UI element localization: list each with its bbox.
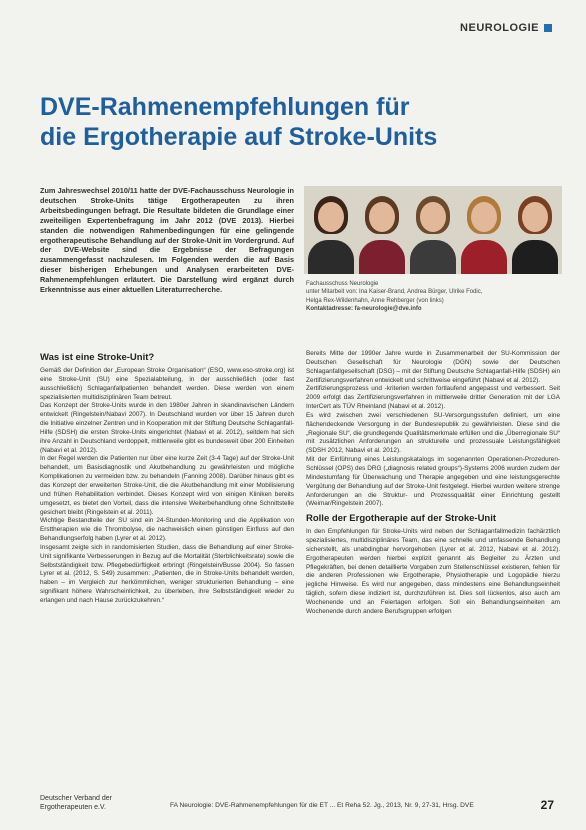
page-number: 27 bbox=[540, 798, 554, 812]
article-lead: Zum Jahreswechsel 2010/11 hatte der DVE-Fachausschuss Neurologie in deutschen Stroke-Units tätige Ergotherapeuten zu ihren Arbeitsbedingungen befragt. Die Resultate bildeten die Grundlage einer zweiteiligen Expertenbefragung im Jahr 2012 (DVE 2013). Hierbei standen die notwendigen Rahmenbedingungen für eine gelingende ergotherapeutische Behandlung auf der Stroke-Unit im Vordergrund. Auf der DVE-Website sind die Ergebnisse der Befragungen zusammengefasst nachzulesen. Im Folgenden werden die auf Basis dieser bisherigen Erhebungen und Analysen erarbeiteten DVE-Rahmenempfehlungen erläutert. Die Darstellung wird ergänzt durch Erkenntnisse aus einer aktuellen Literaturrecherche. bbox=[40, 186, 294, 295]
caption-line-2: unter Mitarbeit von: Ina Kaiser-Brand, Andrea Bürger, Ulrike Fodic, bbox=[306, 289, 483, 296]
paragraph: Gemäß der Definition der „European Stroke Organisation“ (ESO, www.eso-stroke.org) ist eine Stroke-Unit (SU) eine Spezialabteilung, in der ausschließlich (oder fast ausschließlich) Schlaganfallpatienten behandelt werden. Diese werden von einem spezialisierten multidisziplinären Team betreut. bbox=[40, 367, 294, 401]
paragraph: Insgesamt zeigte sich in randomisierten Studien, dass die Behandlung auf einer Stroke-Unit signifikante Verbesserungen in Bezug auf die Mortalität (Sterblichkeitsrate) sowie die Selbstständigkeit bzw. Pflegebedürftigkeit erbringt (Ringelstein/Busse 2004). So fassen Lyrer et al. (2012, S. 549) zusammen: „Patienten, die in Stroke-Units behandelt werden, haben – im Vergleich zur herkömmlichen, weniger strukturierten Behandlung – eine signifikant höhere Wahrscheinlichkeit, zu überleben, ihre Selbstständigkeit wieder zu erlangen und nach Hause zurückzukehren.“ bbox=[40, 543, 294, 604]
title-line-1: DVE-Rahmenempfehlungen für bbox=[40, 93, 410, 121]
column-right bbox=[306, 350, 560, 617]
torso-shape bbox=[512, 240, 558, 274]
footer-organization bbox=[40, 794, 112, 812]
photo-caption bbox=[306, 280, 560, 314]
team-photo bbox=[304, 186, 562, 274]
org-line-1: Deutscher Verband der bbox=[40, 795, 112, 802]
face-shape bbox=[369, 202, 395, 232]
caption-line-1: Fachausschuss Neurologie bbox=[306, 281, 379, 287]
face-shape bbox=[420, 202, 446, 232]
torso-shape bbox=[308, 240, 354, 274]
paragraph: Es wird zwischen zwei verschiedenen SU-Versorgungsstufen definiert, um eine flächendeckende Versorgung in der Bundesrepublik zu gewährleisten. Diese sind die „Regionale SU“, die grundlegende Qualitätsmerkmale erfüllen und die „Überregionale SU“ mit zusätzlichen Anforderungen an strukturelle und prozessuale Leistungsfähigkeit (SDSH 2012, Nabavi et al. 2012). bbox=[306, 411, 560, 455]
section-label bbox=[460, 22, 552, 34]
section-name: NEUROLOGIE bbox=[460, 22, 539, 34]
torso-shape bbox=[359, 240, 405, 274]
contact-address: Kontaktadresse: fa-neurologie@dve.info bbox=[306, 306, 422, 313]
person-portrait bbox=[408, 190, 457, 274]
paragraph: Das Konzept der Stroke-Units wurde in den 1980er Jahren in skandinavischen Ländern entwickelt (Ringelstein/Nabavi 2007). In Deutschland wurden vor über 15 Jahren durch die Initiative einzelner Zentren und in Kooperation mit der Stiftung Deutsche Schlaganfall-Hilfe (SDSH) die ersten Stroke-Units eingerichtet (Nabavi et al. 2012), seitdem hat sich ihre Anzahl in Deutschland verdoppelt, mittlerweile gibt es bundesweit über 200 Einheiten (Nabavi et al. 2012). bbox=[40, 402, 294, 454]
heading-stroke-unit: Was ist eine Stroke-Unit? bbox=[40, 352, 155, 363]
torso-shape bbox=[461, 240, 507, 274]
heading-role-ergotherapy: Rolle der Ergotherapie auf der Stroke-Unit bbox=[306, 513, 497, 525]
caption-line-3: Helga Rex-Wildenhahn, Anne Rehberger (von links) bbox=[306, 297, 444, 304]
torso-shape bbox=[410, 240, 456, 274]
face-shape bbox=[318, 202, 344, 232]
person-portrait bbox=[357, 190, 406, 274]
paragraph: Mit der Einführung eines Leistungskatalogs im sogenannten Operationen-Prozeduren-Schlüssel (OPS) des DRG („diagnosis related groups“)-Systems 2006 wurden zudem der Mindestumfang für Überwachung und Therapie angegeben und eine leistungsgerechte Vergütung der Behandlung auf der Stroke-Unit festgelegt. Hierbei wurden weitere strenge Anforderungen an die Struktur- und Prozessqualität einer Einrichtung gestellt (Weimar/Ringelstein 2007). bbox=[306, 456, 560, 508]
paragraph: Zertifizierungsprozess und -kriterien werden fortlaufend angepasst und verbessert. Seit 2009 erfolgt das Zertifizierungsverfahren in mittlerweile dritter Generation mit der LGA InterCert als TÜV Rheinland (Nabavi et al. 2012). bbox=[306, 385, 560, 411]
person-portrait bbox=[306, 190, 355, 274]
footer-citation: FA Neurologie: DVE-Rahmenempfehlungen für die ET ... Et Reha 52. Jg., 2013, Nr. 9, 27-31, Hrsg. DVE bbox=[170, 802, 474, 809]
section-square-icon bbox=[544, 24, 552, 32]
column-left bbox=[40, 350, 294, 606]
paragraph: In der Regel werden die Patienten nur über eine kurze Zeit (3-4 Tage) auf der Stroke-Unit behandelt, um Basisdiagnostik und Akutbehandlung zu gewährleisten und mögliche Komplikationen zu vermeiden bzw. zu behandeln (Fanning 2008). Darüber hinaus gibt es das Konzept der erweiterten Stroke-Unit, die die Akutbehandlung mit einer Mobilisierung und frühen Rehabilitation verbindet. Dieses Konzept wird von einigen Kliniken bereits umgesetzt, es bietet den Vorteil, dass die intensive Weiterbehandlung ohne Schnittstelle gesichert bleibt (Ringelstein et al. 2011). bbox=[40, 455, 294, 516]
org-line-2: Ergotherapeuten e.V. bbox=[40, 804, 106, 811]
paragraph: Bereits Mitte der 1990er Jahre wurde in Zusammenarbeit der SU-Kommission der Deutschen Gesellschaft für Neurologie (DGN) sowie der Deutschen Schlaganfallgesellschaft (DSG) – mit der Stiftung Deutsche Schlaganfall-Hilfe (SDSH) ein Zertifizierungsverfahren entwickelt und schrittweise eingeführt (Nabavi et al. 2012). bbox=[306, 350, 560, 384]
person-portrait bbox=[511, 190, 560, 274]
paragraph: Wichtige Bestandteile der SU sind ein 24-Stunden-Monitoring und die Applikation von Ersttherapien wie die Thrombolyse, die nachweislich einen günstigen Einfluss auf den Behandlungserfolg haben (Lyrer et al. 2012). bbox=[40, 517, 294, 543]
article-title bbox=[40, 92, 480, 152]
paragraph: In den Empfehlungen für Stroke-Units wird neben der Schlaganfallmedizin fachärztlich spezialisiertes, multidisziplinäres Team, das eine schnelle und umfassende Behandlung sicherstellt, als unabdingbar hervorgehoben (Lyrer et al. 2012, Nabavi et al. 2012). Ergotherapeuten werden hierbei explizit genannt als Begleiter zu Ärzten und Pflegekräften, bei denen detaillierte Vorgaben zum Stellenschlüssel existieren, fehlen für die anderen Professionen wie Ergotherapie, Physiotherapie und Logopädie hierzu jegliche Hinweise. Es wird nur angegeben, dass mindestens eine Behandlungseinheit täglich, sofern diese indiziert ist, durchzuführen ist. Dies soll lückenlos, also auch am Wochenende und an Feiertagen erfolgen. Soll ein Behandlungseinheiten am Wochenende durch andere Berufsgruppen erfolgen bbox=[306, 528, 560, 615]
person-portrait bbox=[460, 190, 509, 274]
title-line-2: die Ergotherapie auf Stroke-Units bbox=[40, 123, 438, 151]
